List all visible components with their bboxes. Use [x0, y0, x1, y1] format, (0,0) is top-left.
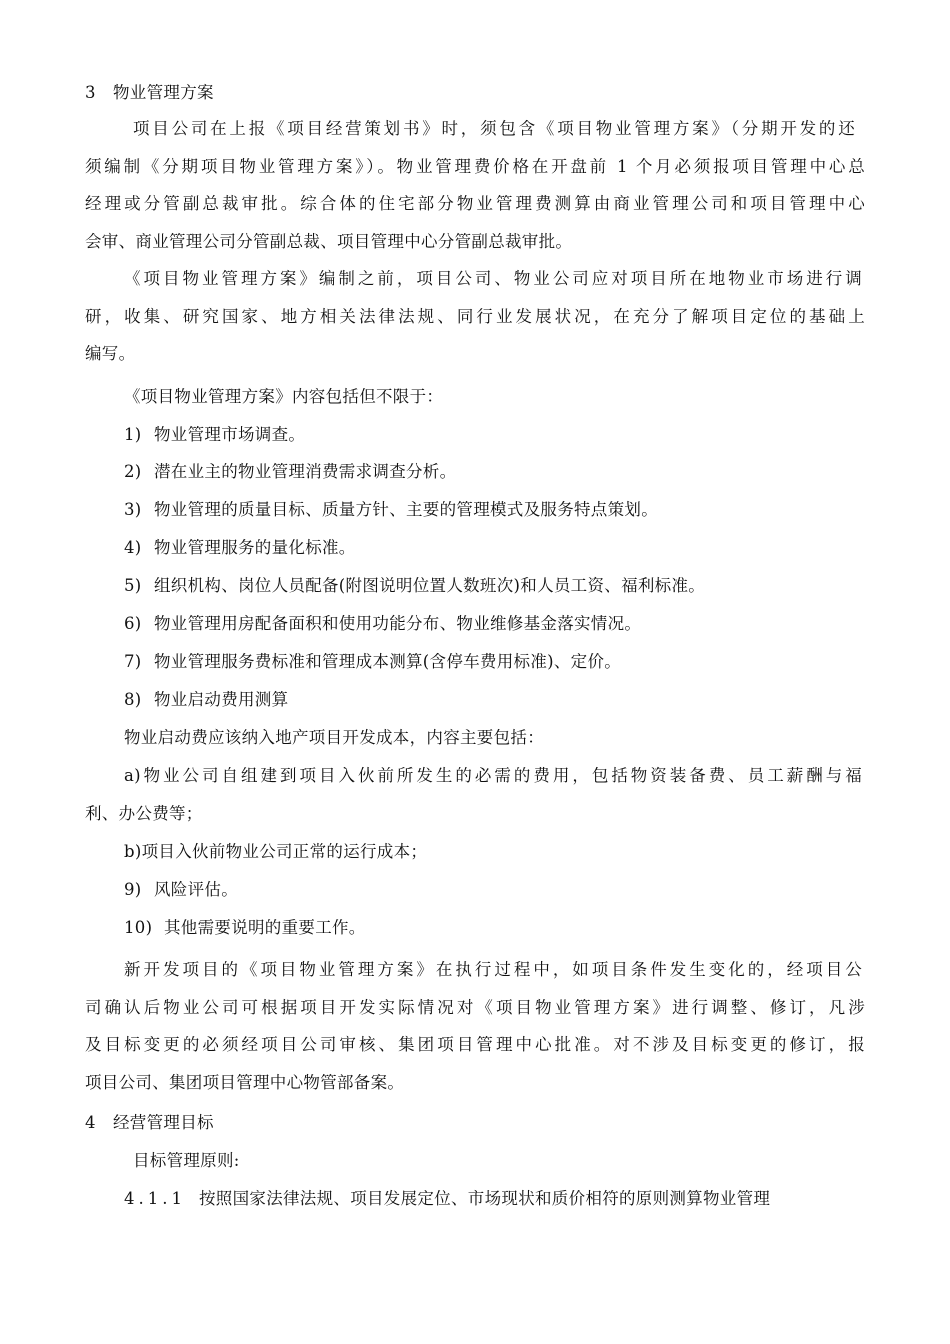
- paragraph-line: 项目公司、集团项目管理中心物管部备案。: [85, 1073, 405, 1092]
- list-item-number: 8): [124, 690, 142, 709]
- paragraph-line: 《项目物业管理方案》编制之前，项目公司、物业公司应对项目所在地物业市场进行调: [124, 269, 862, 288]
- list-item-number: 2): [124, 462, 142, 481]
- list-item-text: 组织机构、岗位人员配备(附图说明位置人数班次)和人员工资、福利标准。: [154, 576, 706, 595]
- list-item: [124, 537, 904, 559]
- paragraph-line: 编写。: [85, 344, 136, 363]
- paragraph-line: 目标管理原则:: [133, 1151, 240, 1170]
- section-title: 物业管理方案: [113, 83, 214, 102]
- list-item-number: 6): [124, 614, 142, 633]
- paragraph-line: 会审、商业管理公司分管副总裁、项目管理中心分管副总裁审批。: [85, 232, 573, 251]
- list-item-text: 物业管理市场调查。: [154, 425, 306, 444]
- paragraph-line: 司确认后物业公司可根据项目开发实际情况对《项目物业管理方案》进行调整、修订，凡涉: [85, 998, 865, 1017]
- section-title: 经营管理目标: [113, 1113, 214, 1132]
- paragraph-line: 物业启动费应该纳入地产项目开发成本，内容主要包括：: [124, 728, 544, 747]
- paragraph-line: 须编制《分期项目物业管理方案》）。物业管理费价格在开盘前 1 个月必须报项目管理中心总: [85, 157, 865, 176]
- list-item: [124, 689, 904, 711]
- section-number: 4: [85, 1113, 96, 1132]
- paragraph-line: 研，收集、研究国家、地方相关法律法规、同行业发展状况，在充分了解项目定位的基础上: [85, 307, 865, 326]
- list-item-number: 9): [124, 880, 142, 899]
- section-number: 3: [85, 83, 96, 102]
- list-item: [124, 651, 904, 673]
- clause-line: [124, 1188, 904, 1210]
- list-item-number: 3): [124, 500, 142, 519]
- section-3-heading: [85, 82, 865, 104]
- paragraph-line: 经理或分管副总裁审批。综合体的住宅部分物业管理费测算由商业管理公司和项目管理中心: [85, 194, 865, 213]
- section-4-heading: [85, 1112, 865, 1134]
- paragraph-line: 项目公司在上报《项目经营策划书》时，须包含《项目物业管理方案》（分期开发的还: [133, 119, 855, 138]
- list-item: [124, 879, 904, 901]
- paragraph-line: b)项目入伙前物业公司正常的运行成本；: [124, 842, 428, 861]
- list-item: [124, 613, 904, 635]
- list-item-number: 1): [124, 425, 142, 444]
- list-item-text: 其他需要说明的重要工作。: [164, 918, 366, 937]
- list-item: [124, 917, 904, 939]
- list-item-text: 物业管理服务的量化标准。: [154, 538, 356, 557]
- list-item: [124, 424, 904, 446]
- paragraph-line: 及目标变更的必须经项目公司审核、集团项目管理中心批准。对不涉及目标变更的修订，报: [85, 1035, 865, 1054]
- list-item: [124, 461, 904, 483]
- clause-number: 4.1.1: [124, 1189, 186, 1208]
- list-item-text: 物业管理的质量目标、质量方针、主要的管理模式及服务特点策划。: [154, 500, 658, 519]
- list-item-text: 物业管理服务费标准和管理成本测算(含停车费用标准)、定价。: [154, 652, 622, 671]
- list-item-text: 物业管理用房配备面积和使用功能分布、物业维修基金落实情况。: [154, 614, 642, 633]
- list-item: [124, 499, 904, 521]
- list-item-number: 4): [124, 538, 142, 557]
- paragraph-line: 新开发项目的《项目物业管理方案》在执行过程中，如项目条件发生变化的，经项目公: [124, 960, 862, 979]
- list-item-number: 10): [124, 918, 153, 937]
- paragraph-line: a)物业公司自组建到项目入伙前所发生的必需的费用，包括物资装备费、员工薪酬与福: [124, 766, 862, 785]
- list-item-number: 5): [124, 576, 142, 595]
- paragraph-line: 《项目物业管理方案》内容包括但不限于：: [124, 387, 444, 406]
- list-item: [124, 575, 904, 597]
- list-item-text: 风险评估。: [154, 880, 238, 899]
- list-item-text: 物业启动费用测算: [154, 690, 289, 709]
- paragraph-line: 利、办公费等；: [85, 804, 203, 823]
- list-item-text: 潜在业主的物业管理消费需求调查分析。: [154, 462, 457, 481]
- clause-text: 按照国家法律法规、项目发展定位、市场现状和质价相符的原则测算物业管理: [199, 1189, 771, 1208]
- list-item-number: 7): [124, 652, 142, 671]
